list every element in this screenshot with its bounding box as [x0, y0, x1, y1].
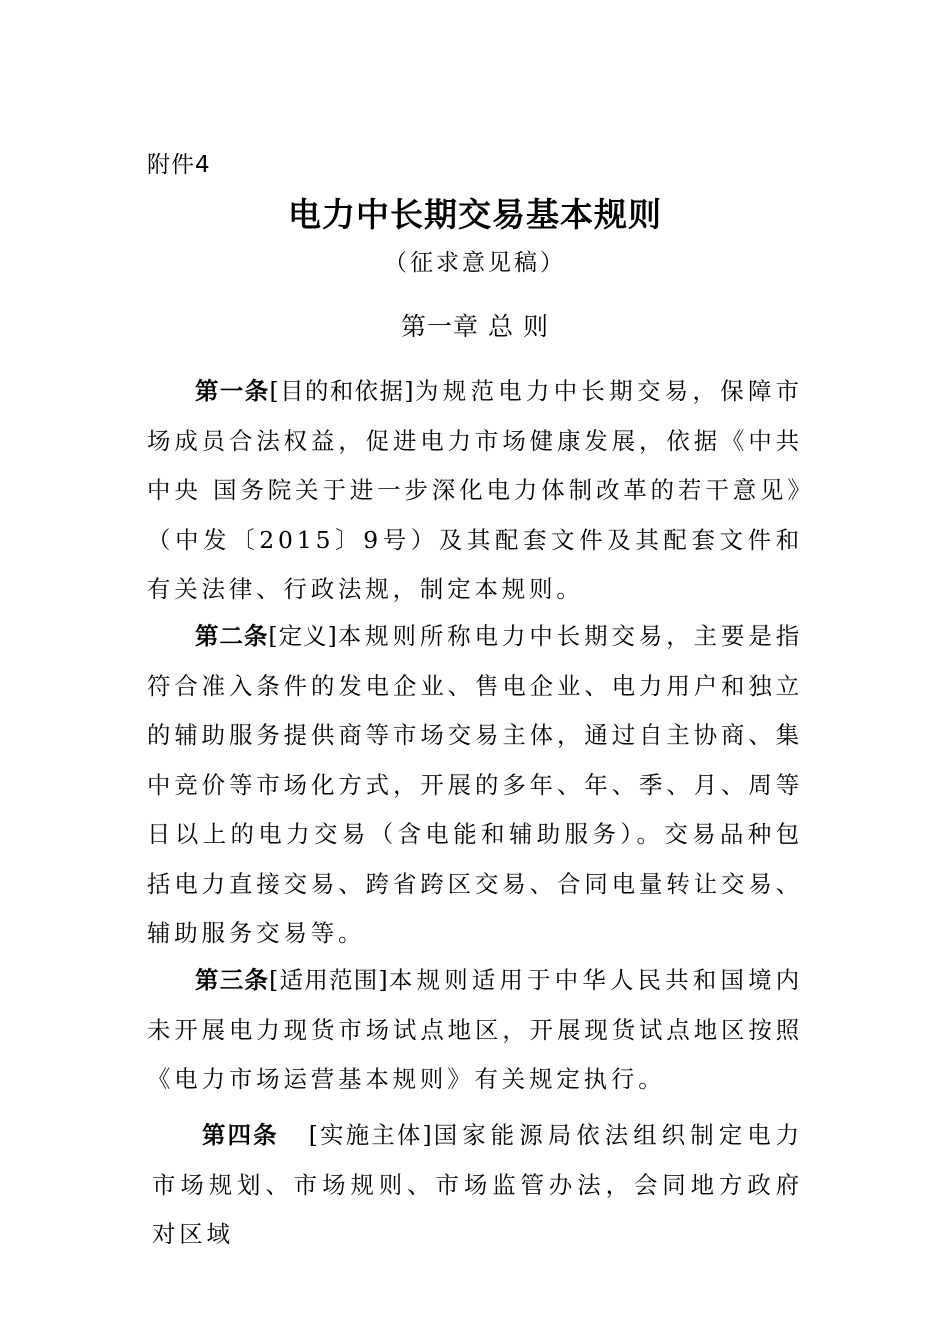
article-4-text: 国家能源局依法组织制定电力市场规划、市场规则、市场监管办法，会同地方政府对区域	[152, 1121, 803, 1248]
article-3	[147, 956, 803, 1105]
article-1-label: 第一条	[195, 377, 270, 405]
document-subtitle: （征求意见稿）	[384, 250, 566, 276]
article-2-text: 本规则所称电力中长期交易，主要是指符合准入条件的发电企业、售电企业、电力用户和独立的辅助服务提供商等市场交易主体，通过自主协商、集中竞价等市场化方式，开展的多年、年、季、月、周等日以上的电力交易（含电能和辅助服务）。交易品种包括电力直接交易、跨省跨区交易、合同电量转让交易、辅助服务交易等。	[147, 622, 803, 947]
chapter-heading: 第一章 总 则	[401, 312, 549, 341]
article-4-topic: [实施主体]	[308, 1121, 433, 1149]
article-2	[147, 612, 803, 959]
article-3-topic: [适用范围]	[269, 966, 389, 994]
article-2-label: 第二条	[195, 622, 269, 650]
article-1-topic: [目的和依据]	[269, 377, 415, 405]
article-2-topic: [定义]	[268, 622, 338, 650]
article-3-text: 本规则适用于中华人民共和国境内未开展电力现货市场试点地区，开展现货试点地区按照《电力市场运营基本规则》有关规定执行。	[147, 966, 803, 1093]
article-1	[147, 367, 803, 615]
article-4	[152, 1111, 803, 1260]
article-4-label: 第四条	[202, 1121, 279, 1149]
article-1-text: 为规范电力中长期交易，保障市场成员合法权益，促进电力市场健康发展，依据《中共中央 国务院关于进一步深化电力体制改革的若干意见》（中发〔2015〕9号）及其配套文件及其配套文件和有关法律、行政法规，制定本规则。	[147, 377, 803, 603]
document-title: 电力中长期交易基本规则	[288, 195, 662, 234]
article-3-label: 第三条	[195, 966, 270, 994]
attachment-label: 附件4	[147, 152, 211, 178]
